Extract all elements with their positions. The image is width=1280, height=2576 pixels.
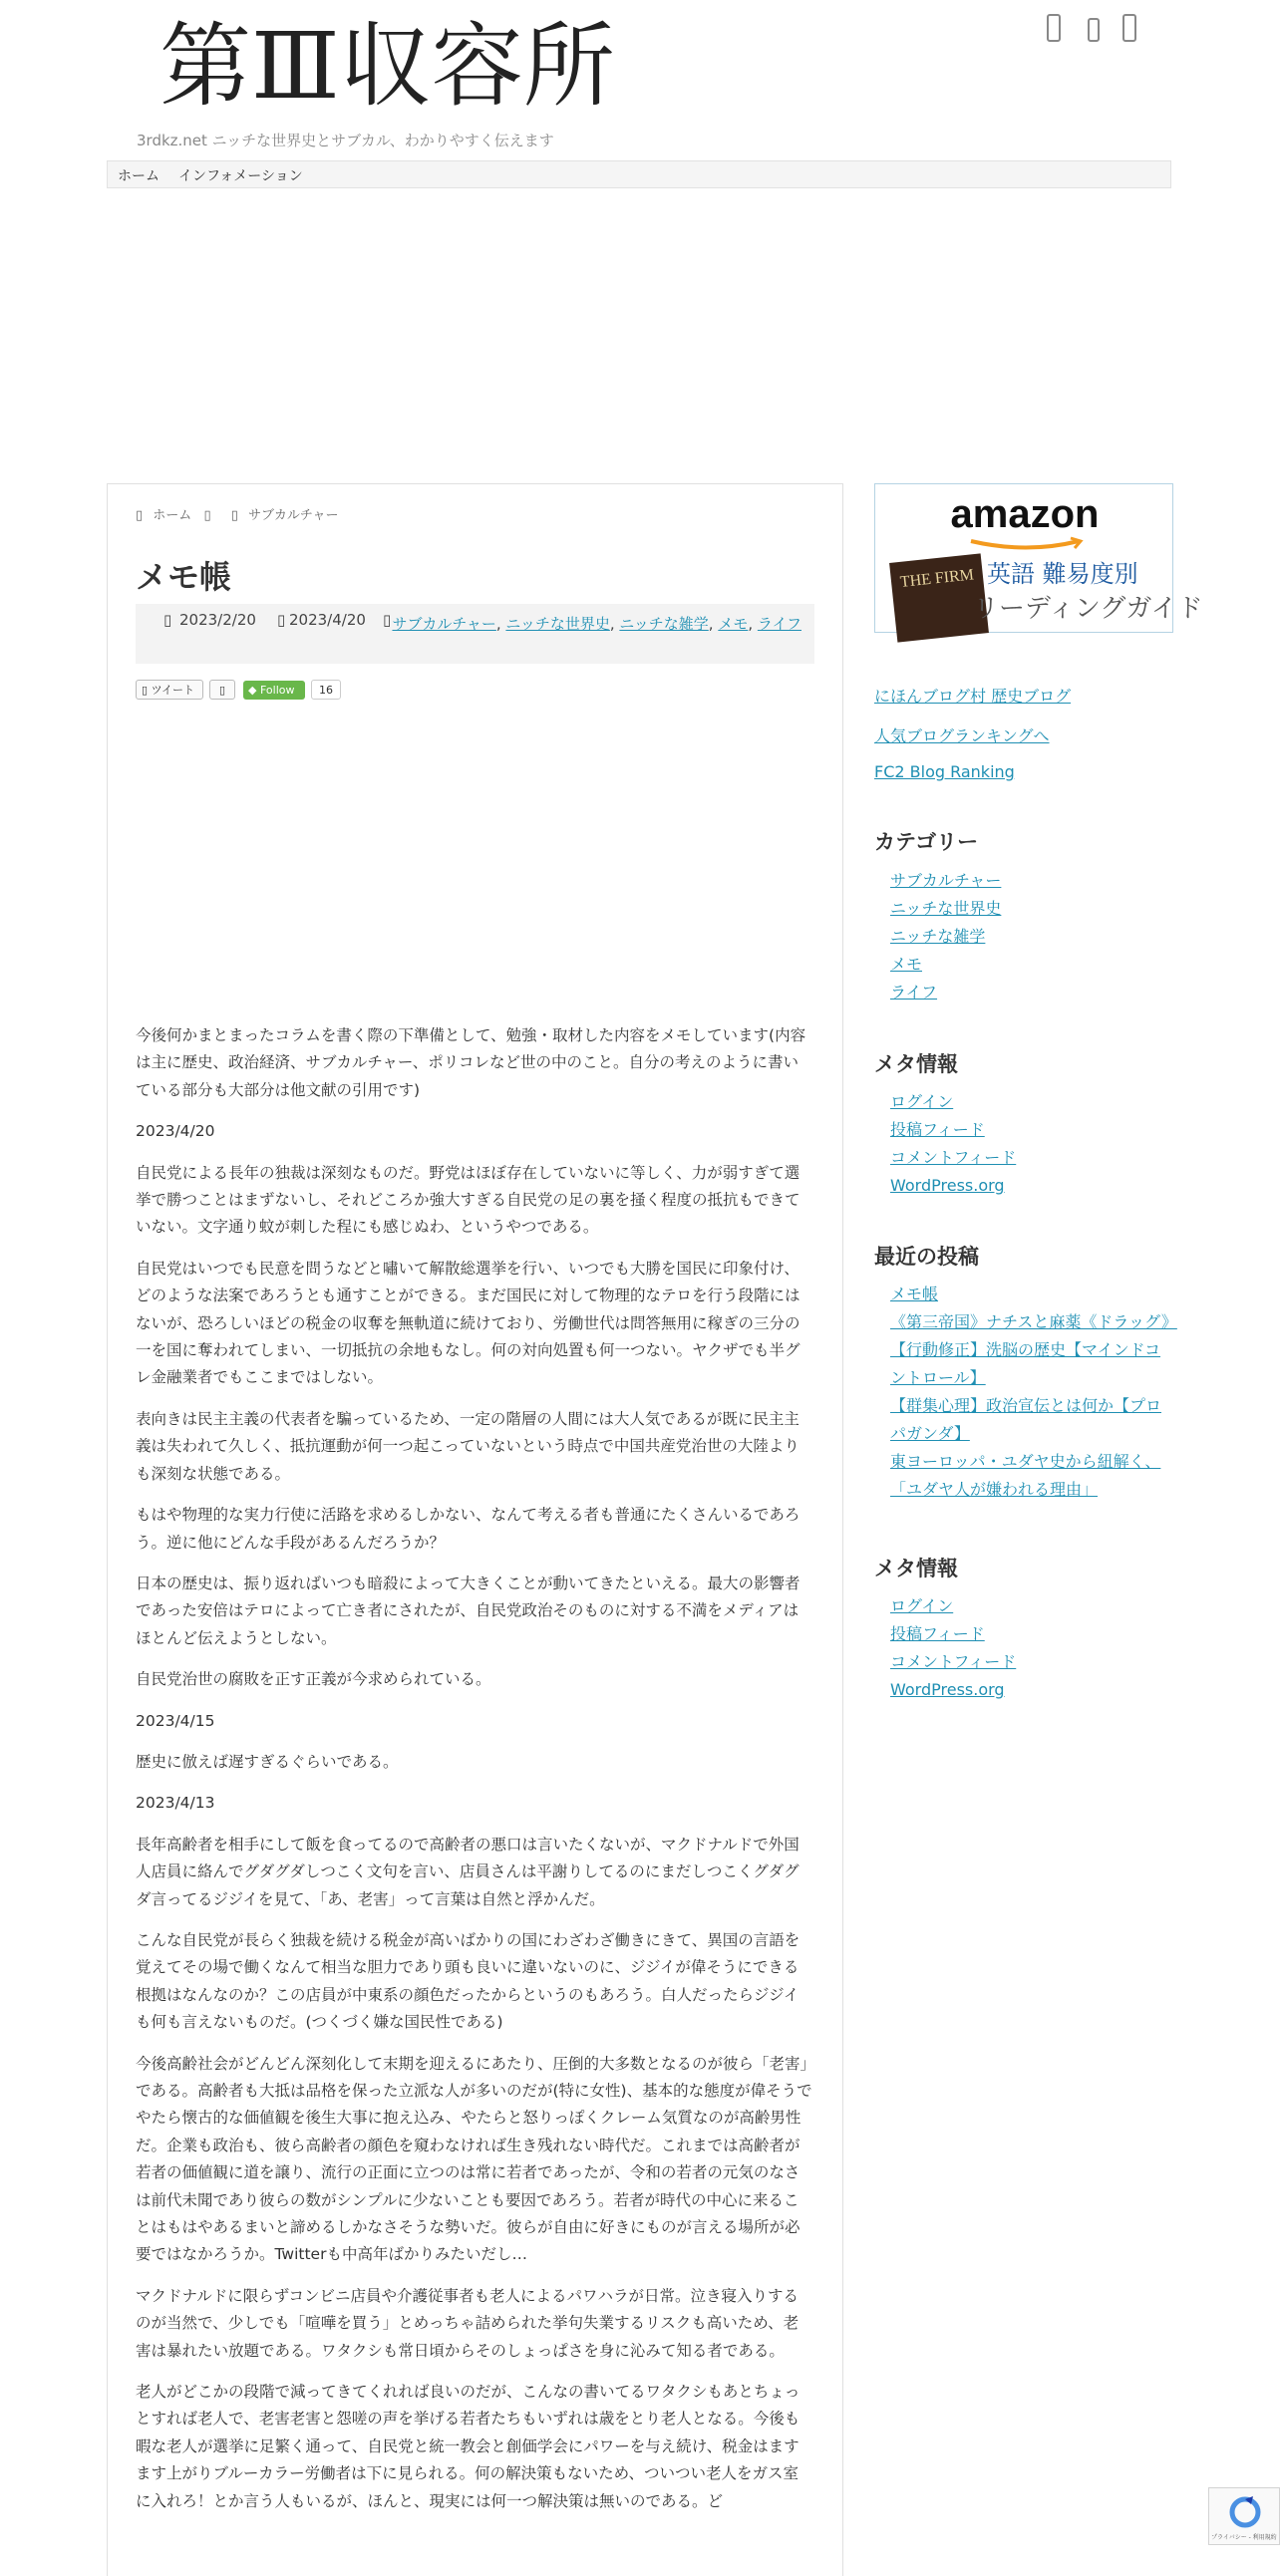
- main-navigation: [107, 160, 1171, 188]
- recent-posts-list: [890, 1281, 1177, 1504]
- article-body: [136, 1022, 813, 2529]
- rss-icon[interactable]: [1113, 12, 1146, 46]
- article-paragraph: 老人がどこかの段階で減ってきてくれれば良いのだが、こんなの書いてるワタクシもあとちょっとすれば老人で、老害老害と怨嗟の声を挙げる若者たちもいずれは歳をとり老人となる。今後も暇な老人が選挙に足繁く通って、自民党と統一教会と創価学会にパワーを与え続け、税金はますます上がりブルーカラー労働者は下に見られる。何の解決策もないため、ついつい老人をガス室に入れろ！とか言う人もいるが、ほんと、現実には何一つ解決策は無いのである。ど: [136, 2383, 800, 2510]
- sidebar-link[interactable]: ニッチな世界史: [890, 899, 1002, 918]
- breadcrumb: [136, 504, 339, 523]
- category-link[interactable]: メモ: [718, 615, 749, 633]
- article-paragraph: 長年高齢者を相手にして飯を食ってるので高齢者の悪口は言いたくないが、マクドナルドで外国人店員に絡んでグダグダしつこく文句を言い、店員さんは平謝りしてるのにまだしつこくグダグダ言ってるジジイを見て、「あ、老害」って言葉は自然と浮かんだ。: [136, 1835, 800, 1908]
- amazon-smile-icon: [967, 538, 1087, 552]
- sidebar-link[interactable]: 投稿フィード: [890, 1120, 985, 1139]
- published-date: 2023/2/20: [179, 611, 256, 629]
- entry-date: 2023/4/13: [136, 1794, 215, 1813]
- recent-posts-widget-title: 最近の投稿: [874, 1245, 979, 1269]
- recaptcha-footer[interactable]: プライバシー - 利用規約: [1211, 2534, 1277, 2541]
- list-item: [890, 951, 1173, 979]
- sidebar-link[interactable]: WordPress.org: [890, 1680, 1005, 1699]
- article-paragraph: 自民党はいつでも民意を問うなどと嘯いて解散総選挙を行い、いつでも大勝を国民に印象付け、どのような法案であろうとも通すことができる。まだ国民に対して物理的なテロを行う段階にはないが、恐ろしいほどの税金の収奪を無軌道に続けており、労働世代は問答無用に稼ぎの三分の一を国に奪われてしまい、一切抵抗の余地もなし。何の対向処置も何一つない。ヤクザでも半グレ金融業者でもここまではしない。: [136, 1259, 800, 1387]
- article-paragraph: 日本の歴史は、振り返ればいつも暗殺によって大きくことが動いてきたといえる。最大の影響者であった安倍はテロによって亡き者にされたが、自民党政治そのものに対する不満をメディアはほとんど伝えようとしない。: [136, 1574, 800, 1647]
- meta-list: [890, 1088, 1173, 1200]
- meta-widget-title: メタ情報: [874, 1557, 958, 1580]
- post-meta: [136, 604, 814, 664]
- sidebar-link[interactable]: 東ヨーロッパ・ユダヤ史から紐解く、「ユダヤ人が嫌われる理由」: [890, 1452, 1161, 1499]
- sidebar-link[interactable]: 《第三帝国》ナチスと麻薬《ドラッグ》: [890, 1312, 1177, 1331]
- fc2-ranking-link[interactable]: FC2 Blog Ranking: [874, 762, 1015, 781]
- sidebar-link[interactable]: ライフ: [890, 983, 938, 1002]
- site-logo[interactable]: [160, 8, 615, 120]
- amazon-subheadline: リーディングガイド: [973, 594, 1203, 624]
- sidebar-link[interactable]: WordPress.org: [890, 1176, 1005, 1195]
- list-item: [890, 1648, 1173, 1676]
- recaptcha-badge[interactable]: [1208, 2487, 1280, 2545]
- sidebar-link[interactable]: メモ: [890, 955, 923, 974]
- sidebar-link[interactable]: サブカルチャー: [890, 871, 1002, 890]
- sidebar-link[interactable]: ログイン: [890, 1596, 954, 1615]
- article-paragraph: もはや物理的な実力行使に活路を求めるしかない、なんて考える者も普通にたくさんいるであろう。逆に他にどんな手段があるんだろうか？: [136, 1506, 800, 1552]
- category-link[interactable]: サブカルチャー: [392, 615, 496, 633]
- home-icon: ▯: [136, 508, 144, 523]
- list-item: [890, 1281, 1173, 1308]
- updated-date: 2023/4/20: [289, 611, 366, 629]
- sidebar-link[interactable]: 【群集心理】政治宣伝とは何か【プロパガンダ】: [890, 1396, 1162, 1443]
- list-item: [890, 1172, 1173, 1200]
- tweet-button[interactable]: [136, 680, 203, 700]
- category-link[interactable]: ライフ: [757, 615, 801, 633]
- list-item: [890, 867, 1173, 895]
- book-title: THE FIRM: [899, 566, 975, 591]
- calendar-icon: ▯: [163, 611, 172, 629]
- search-icon[interactable]: [1077, 12, 1111, 46]
- post-categories: サブカルチャー, ニッチな世界史, ニッチな雑学, メモ, ライフ: [392, 615, 801, 633]
- list-item: [890, 895, 1173, 923]
- recaptcha-icon: [1225, 2492, 1265, 2532]
- feedly-icon: ◆: [248, 684, 257, 697]
- follow-count: 16: [311, 680, 341, 700]
- breadcrumb-home[interactable]: ホーム: [153, 508, 192, 523]
- meta-list: [890, 1592, 1173, 1704]
- folder-icon: ▯: [383, 611, 392, 629]
- nav-item-information[interactable]: インフォメーション: [178, 168, 303, 184]
- list-item: [890, 1392, 1173, 1448]
- list-item: [890, 1308, 1177, 1336]
- breadcrumb-category[interactable]: サブカルチャー: [248, 508, 339, 523]
- nav-item-home[interactable]: ホーム: [118, 168, 160, 184]
- category-link[interactable]: ニッチな雑学: [619, 615, 709, 633]
- article-paragraph: 自民党治世の腐敗を正す正義が今求められている。: [136, 1670, 491, 1689]
- list-item: [890, 1088, 1173, 1116]
- article-paragraph: マクドナルドに限らずコンビニ店員や介護従事者も老人によるパワハラが日常。泣き寝入りするのが当然で、少しでも「喧嘩を買う」とめっちゃ詰められた挙句失業するリスクも高いため、老害は暴れたい放題である。ワタクシも常日頃からそのしょっぱさを身に沁みて知る者である。: [136, 2286, 800, 2360]
- list-item: [890, 923, 1173, 951]
- twitter-icon[interactable]: [1037, 12, 1071, 46]
- post-title: メモ帳: [136, 558, 232, 596]
- entry-date: 2023/4/15: [136, 1711, 215, 1730]
- twitter-icon: ▯: [142, 684, 149, 697]
- article-paragraph: 自民党による長年の独裁は深刻なものだ。野党はほぼ存在していないに等しく、力が弱すぎて選挙で勝つことはまずないし、それどころか強大すぎる自民党の足の裏を掻く程度の抵抗もできていない。文字通り蚊が刺した程にも感じぬわ、というやつである。: [136, 1163, 800, 1237]
- amazon-logo: amazon: [950, 492, 1100, 536]
- blogmura-link[interactable]: にほんブログ村 歴史ブログ: [874, 687, 1072, 706]
- entry-date: 2023/4/20: [136, 1122, 215, 1141]
- blog-ranking-link[interactable]: 人気ブログランキングへ: [874, 726, 1050, 745]
- category-link[interactable]: ニッチな世界史: [505, 615, 610, 633]
- list-item: [890, 1336, 1173, 1392]
- list-item: [890, 979, 1173, 1006]
- article-paragraph: 今後高齢社会がどんどん深刻化して末期を迎えるにあたり、圧倒的大多数となるのが彼ら「老害」である。高齢者も大抵は品格を保った立派な人が多いのだが(特に女性)、基本的な態度が偉そうでやたら懐古的な価値観を後生大事に抱え込み、やたらと怒りっぽくクレーム気質なのが高齢男性だ。企業も政治も、彼ら高齢者の顔色を窺わなければ生き残れない時代だ。これまでは高齢者が若者の価値観に道を譲り、流行の正面に立つのは常に若者であったが、令和の若者の元気のなさは前代未聞であり彼らの数がシンプルに少ないことも要因であろう。若者が時代の中心に来ることはもはやあるまいと諦めるしかなさそうな勢いだ。彼らが自由に好きにものが言える場所が必要ではなかろうか。Twitterも中高年ばかりみたいだし…: [136, 2054, 812, 2264]
- bookmark-icon: ▯: [218, 684, 226, 697]
- bookmark-button[interactable]: [209, 680, 235, 700]
- folder-icon: ▯: [230, 508, 238, 523]
- list-item: [890, 1676, 1173, 1704]
- meta-widget-title: メタ情報: [874, 1052, 958, 1076]
- list-item: [890, 1116, 1173, 1144]
- list-item: [890, 1144, 1173, 1172]
- amazon-banner[interactable]: [874, 483, 1203, 633]
- logo-text: 第Ⅲ収容所: [160, 13, 615, 120]
- tweet-label: ツイート: [151, 684, 195, 697]
- categories-list: [890, 867, 1173, 1006]
- sidebar-link[interactable]: メモ帳: [890, 1285, 939, 1303]
- site-tagline: 3rdkz.net ニッチな世界史とサブカル、わかりやすく伝えます: [137, 132, 554, 149]
- categories-widget-title: カテゴリー: [874, 830, 979, 854]
- follow-label: Follow: [259, 684, 295, 697]
- sidebar-link[interactable]: 投稿フィード: [890, 1624, 985, 1643]
- article-paragraph: 歴史に倣えば遅すぎるぐらいである。: [136, 1752, 399, 1771]
- list-item: [890, 1620, 1173, 1648]
- refresh-icon: ▯: [277, 611, 286, 629]
- sidebar-link[interactable]: コメントフィード: [890, 1148, 1017, 1167]
- article-paragraph: こんな自民党が長らく独裁を続ける税金が高いばかりの国にわざわざ働きにきて、異国の言語を覚えてその場で働くなんて相当な胆力であり頭も良いに違いないのに、ジジイが偉そうにできる根拠はなんなのか？この店員が中東系の顔色だったからというのもあろう。白人だったらジジイも何も言えないものだ。(つくづく嫌な国民性である): [136, 1930, 800, 2032]
- article-paragraph: 表向きは民主主義の代表者を騙っているため、一定の階層の人間には大人気であるが既に民主主義は失われて久しく、抵抗運動が何一つ起こっていないという時点で中国共産党治世の大陸よりも深刻な状態である。: [136, 1409, 800, 1483]
- chevron-right-icon: ▯: [203, 508, 211, 523]
- sidebar-link[interactable]: ニッチな雑学: [890, 927, 986, 946]
- article-paragraph: 今後何かまとまったコラムを書く際の下準備として、勉強・取材した内容をメモしています(内容は主に歴史、政治経済、サブカルチャー、ポリコレなど世の中のこと。自分の考えのように書いている部分も大部分は他文献の引用です): [136, 1026, 806, 1099]
- list-item: [890, 1592, 1173, 1620]
- list-item: [890, 1448, 1173, 1504]
- amazon-headline: 英語 難易度別: [987, 560, 1138, 588]
- sidebar-link[interactable]: 【行動修正】洗脳の歴史【マインドコントロール】: [890, 1340, 1161, 1387]
- sidebar-link[interactable]: ログイン: [890, 1092, 954, 1111]
- sidebar-link[interactable]: コメントフィード: [890, 1652, 1017, 1671]
- feedly-follow-button[interactable]: [243, 681, 305, 700]
